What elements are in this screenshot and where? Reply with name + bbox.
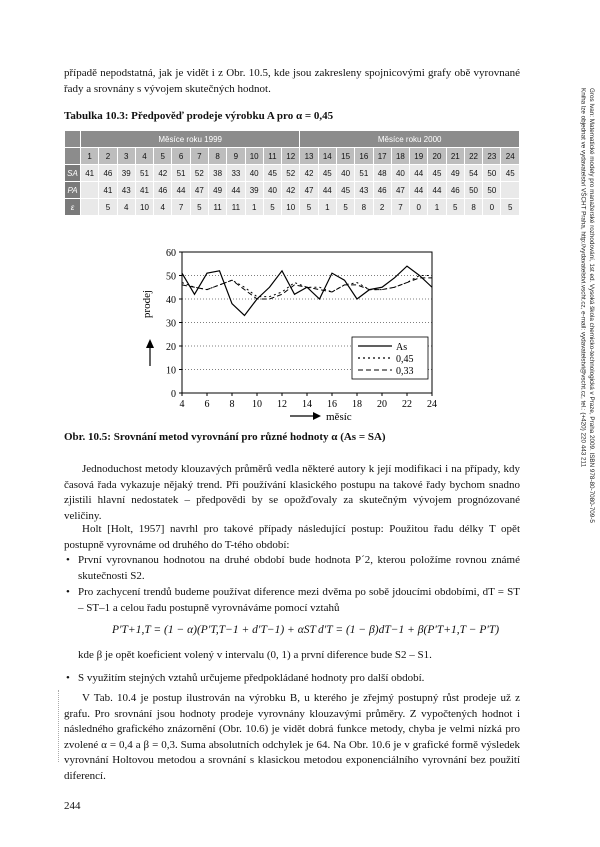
table-cell: 47 <box>391 182 409 199</box>
table-cell: 44 <box>410 182 428 199</box>
table-cell: 50 <box>483 182 501 199</box>
table-cell: 41 <box>135 182 153 199</box>
table-cell: 8 <box>355 199 373 216</box>
intro-paragraph: případě nepodstatná, jak je vidět i z Obr. 10.5, kde jsou zakresleny spojnicovými grafy obě vyrovnané řady a srovnány s vývojem skutečných hodnot. <box>64 67 520 95</box>
table-cell: 40 <box>391 165 409 182</box>
legend-label-033: 0,33 <box>396 366 414 377</box>
formula-prediction: P′T+1,T = (1 − α)(P′T,T−1 + d′T−1) + αST <box>112 624 316 636</box>
table-cell: 46 <box>99 165 117 182</box>
table-cell: 50 <box>483 165 501 182</box>
x-tick-label: 6 <box>204 399 210 410</box>
table-cell: 46 <box>446 182 464 199</box>
margin-dots <box>58 690 59 762</box>
table-cell: 48 <box>373 165 391 182</box>
month-header: 5 <box>154 148 172 165</box>
table-cell: 49 <box>446 165 464 182</box>
table-cell: 5 <box>501 199 520 216</box>
table-cell: 5 <box>446 199 464 216</box>
series-layer <box>182 266 432 315</box>
x-tick-label: 14 <box>302 399 312 410</box>
y-tick-label: 0 <box>171 389 176 400</box>
series-line-2 <box>182 278 432 299</box>
table-cell: 33 <box>227 165 245 182</box>
table-cell: 5 <box>263 199 281 216</box>
legend <box>352 337 428 379</box>
bullet-3: • S využitím stejných vztahů určujeme předpokládané hodnoty pro další období. <box>64 671 520 687</box>
row-label-sa: SA <box>65 165 81 182</box>
table-cell: 40 <box>263 182 281 199</box>
table-cell: 47 <box>190 182 208 199</box>
table-cell: 51 <box>355 165 373 182</box>
bullet-2: • Pro zachycení trendů budeme používat diference mezi dvěma po sobě jdoucími obdobími, dT = ST – ST–1 a celou řadu postupně vyrovnáváme pomocí vztahů <box>64 585 520 616</box>
month-header: 23 <box>483 148 501 165</box>
table-cell: 10 <box>135 199 153 216</box>
table-cell: 42 <box>154 165 172 182</box>
table-cell: 1 <box>318 199 336 216</box>
month-header: 21 <box>446 148 464 165</box>
table-cell: 41 <box>81 165 99 182</box>
x-tick-label: 22 <box>402 399 412 410</box>
x-tick-label: 24 <box>427 399 437 410</box>
legend-label-045: 0,45 <box>396 354 414 365</box>
side-citation <box>579 88 595 523</box>
table-cell <box>501 182 520 199</box>
month-header: 2 <box>99 148 117 165</box>
figure-caption: Obr. 10.5: Srovnání metod vyrovnání pro různé hodnoty α (As = SA) <box>64 431 386 443</box>
x-tick-label: 10 <box>252 399 262 410</box>
month-header: 13 <box>300 148 318 165</box>
x-tick-label: 20 <box>377 399 387 410</box>
month-header: 17 <box>373 148 391 165</box>
table-cell: 44 <box>428 182 446 199</box>
y-axis-label: prodej <box>141 289 153 319</box>
series-line-0 <box>182 266 432 315</box>
table-row-eps <box>65 199 520 216</box>
table-cell: 4 <box>117 199 135 216</box>
table-cell: 40 <box>336 165 354 182</box>
table-cell: 11 <box>227 199 245 216</box>
table-cell: 41 <box>99 182 117 199</box>
month-header: 1 <box>81 148 99 165</box>
series-line-1 <box>182 276 432 297</box>
table-cell: 11 <box>208 199 226 216</box>
month-header: 12 <box>282 148 300 165</box>
table-cell: 8 <box>464 199 482 216</box>
table-cell: 43 <box>117 182 135 199</box>
table-cell: 40 <box>245 165 263 182</box>
paragraph-2: Holt [Holt, 1957] navrhl pro takové případy následující postup: Použitou řadu délky T opět postupně vyrovnáme od druhého do T-tého období: <box>64 523 520 551</box>
table-row-sa <box>65 165 520 182</box>
x-axis-label: měsíc <box>326 411 352 423</box>
month-header: 15 <box>336 148 354 165</box>
month-header: 3 <box>117 148 135 165</box>
table-cell: 45 <box>501 165 520 182</box>
y-tick-label: 60 <box>166 248 176 259</box>
table-cell: 38 <box>208 165 226 182</box>
table-cell: 44 <box>172 182 190 199</box>
table-cell: 42 <box>300 165 318 182</box>
month-header: 18 <box>391 148 409 165</box>
forecast-table <box>64 130 520 216</box>
legend-label-as: As <box>396 342 408 353</box>
month-header: 7 <box>190 148 208 165</box>
table-cell: 45 <box>336 182 354 199</box>
table-cell: 7 <box>172 199 190 216</box>
row-label-pa: PA <box>65 182 81 199</box>
table-group-row <box>65 131 520 148</box>
month-header: 16 <box>355 148 373 165</box>
side-citation-line-1: Gros Ivan: Matematické modely pro manažerské rozhodování, 1st ed. Vysoká škola chemicko-technologická v Praze, Praha 2009. ISBN 978-80-7080-709-5 <box>588 88 595 523</box>
month-header: 19 <box>410 148 428 165</box>
paragraph-3: V Tab. 10.4 je postup ilustrován na výrobku B, u kterého je zřejmý postupný růst prodeje už z grafu. Pro srovnání jsou hodnoty prodeje vyrovnány klouzavými průměry. Z vypočtených hodnot i následného grafického znázornění (Obr. 10.6) je vidět dobrá funkce metody, chyba je velmi nízká pro zvolené α = 0,4 a β = 0,3. Suma absolutních odchylek je 64. Na Obr. 10.6 je v grafické formě výsledek vyrovnání Holtovou metodou a srovnání s klasickou metodou exponenciálního vyrovnání bez použití diferencí. <box>64 692 520 782</box>
table-cell: 1 <box>428 199 446 216</box>
x-ticks <box>180 393 438 410</box>
y-axis-arrow <box>146 339 154 366</box>
formula-difference: d′T = (1 − β)dT−1 + β(P′T+1,T − P′T) <box>318 624 500 636</box>
table-cell: 5 <box>300 199 318 216</box>
table-cell <box>81 199 99 216</box>
table-cell <box>81 182 99 199</box>
y-tick-label: 40 <box>166 295 176 306</box>
month-header: 6 <box>172 148 190 165</box>
paragraph-1: Jednoduchost metody klouzavých průměrů vedla některé autory k její modifikaci i na případy, kdy časová řada vykazuje nějaký trend. Při používání klasického postupu na takové řady bychom snadno zjistili hlavní nedostatek – předpovědi by se opožďovaly za skutečným vývojem prognózované veličiny. <box>64 463 520 522</box>
table-cell: 1 <box>245 199 263 216</box>
month-header: 11 <box>263 148 281 165</box>
table-cell: 52 <box>282 165 300 182</box>
table-cell: 45 <box>428 165 446 182</box>
table-cell: 39 <box>245 182 263 199</box>
table-cell: 39 <box>117 165 135 182</box>
table-cell: 45 <box>263 165 281 182</box>
table-cell: 5 <box>190 199 208 216</box>
table-month-row <box>65 148 520 165</box>
table-cell: 51 <box>135 165 153 182</box>
group-2000: Měsíce roku 2000 <box>300 131 520 148</box>
x-tick-label: 4 <box>179 399 185 410</box>
table-cell: 43 <box>355 182 373 199</box>
table-cell: 45 <box>318 165 336 182</box>
x-tick-label: 16 <box>327 399 337 410</box>
bullet-1: • První vyrovnanou hodnotou na druhé období bude hodnota P´2, kterou položíme rovnou známé skutečnosti S2. <box>64 553 520 584</box>
table-cell: 50 <box>464 182 482 199</box>
table-cell: 46 <box>154 182 172 199</box>
x-tick-label: 12 <box>277 399 287 410</box>
table-cell: 4 <box>154 199 172 216</box>
table-cell: 0 <box>483 199 501 216</box>
y-tick-label: 20 <box>166 342 176 353</box>
sales-comparison-chart <box>130 244 460 424</box>
table-row-pa <box>65 182 520 199</box>
side-citation-line-2: Kniha lze objednat ve vydavatelství VŠCHT Praha, http://vydavatelstvi.vscht.cz, e-mail: vydavatelstvi@vscht.cz, tel.: (+420) 220 443 211 <box>579 88 587 468</box>
table-cell: 49 <box>208 182 226 199</box>
month-header: 14 <box>318 148 336 165</box>
y-tick-label: 30 <box>166 318 176 330</box>
table-cell: 54 <box>464 165 482 182</box>
table-cell: 44 <box>227 182 245 199</box>
table-cell: 42 <box>282 182 300 199</box>
table-cell: 7 <box>391 199 409 216</box>
y-tick-label: 10 <box>166 365 176 377</box>
table-cell: 0 <box>410 199 428 216</box>
table-cell: 51 <box>172 165 190 182</box>
x-tick-label: 8 <box>229 399 235 410</box>
table-cell: 46 <box>373 182 391 199</box>
month-header: 10 <box>245 148 263 165</box>
table-cell: 2 <box>373 199 391 216</box>
x-axis-arrow <box>290 412 321 420</box>
month-header: 4 <box>135 148 153 165</box>
table-cell: 44 <box>410 165 428 182</box>
page-number: 244 <box>64 800 81 812</box>
group-1999: Měsíce roku 1999 <box>81 131 300 148</box>
y-ticks <box>166 248 182 400</box>
table-caption: Tabulka 10.3: Předpověď prodeje výrobku A pro α = 0,45 <box>64 110 334 122</box>
table-cell: 5 <box>336 199 354 216</box>
month-header: 20 <box>428 148 446 165</box>
month-header: 24 <box>501 148 520 165</box>
table-cell: 44 <box>318 182 336 199</box>
month-header: 22 <box>464 148 482 165</box>
table-cell: 10 <box>282 199 300 216</box>
x-tick-label: 18 <box>352 399 362 410</box>
row-label-eps: ε <box>65 199 81 216</box>
after-formula-text: kde β je opět koeficient volený v intervalu (0, 1) a první diference bude S2 – S1. <box>78 649 432 661</box>
table-cell: 5 <box>99 199 117 216</box>
table-cell: 47 <box>300 182 318 199</box>
table-cell: 52 <box>190 165 208 182</box>
y-tick-label: 50 <box>166 271 176 283</box>
month-header: 9 <box>227 148 245 165</box>
month-header: 8 <box>208 148 226 165</box>
